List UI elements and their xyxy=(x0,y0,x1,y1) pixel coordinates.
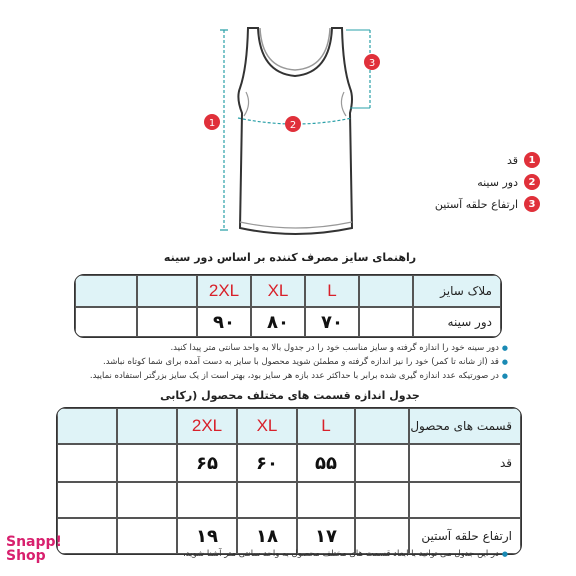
table2-size-2xl: 2XL xyxy=(177,408,237,444)
table1-empty-cell xyxy=(137,307,197,337)
table1-empty-cell xyxy=(75,275,137,307)
table2-row3-label: ارتفاع حلقه آستین xyxy=(409,518,521,554)
table2-size-l: L xyxy=(297,408,355,444)
table2-empty-cell xyxy=(57,444,117,482)
table2-row2-l xyxy=(297,482,355,518)
note-4: ● در این جدول می توانید با ابعاد قسمت های مختلف محصول به واحد سانتی متر آشنا شوید. xyxy=(183,549,508,559)
table2-empty-cell xyxy=(117,408,177,444)
table2-row3-xl: ۱۸ xyxy=(237,518,297,554)
tank-top-illustration xyxy=(200,18,390,248)
table1-size-2xl: 2XL xyxy=(197,275,251,307)
legend-item-armhole xyxy=(435,194,540,214)
svg-text:3: 3 xyxy=(368,58,376,69)
note-3: ● در صورتیکه عدد اندازه گیری شده برابر با حداکثر عدد بازه هر سایز بود، بهتر است از یک سایز بزرگتر استفاده نمایید. xyxy=(90,371,508,381)
table2-row3-2xl: ۱۹ xyxy=(177,518,237,554)
table2-header-label: قسمت های محصول xyxy=(409,408,521,444)
table1-empty-cell xyxy=(75,307,137,337)
table1-empty-cell xyxy=(359,307,413,337)
snapp-shop-logo xyxy=(6,535,66,563)
legend-badge-1: 1 xyxy=(524,152,540,168)
table2-empty-cell xyxy=(355,482,409,518)
svg-text:2: 2 xyxy=(289,120,297,131)
legend-label-3: ارتفاع حلقه آستین xyxy=(434,197,518,211)
marker-1-icon xyxy=(204,114,220,130)
product-measurements-table xyxy=(56,407,522,555)
table1-size-l: L xyxy=(305,275,359,307)
table2-row1-xl: ۶۰ xyxy=(237,444,297,482)
table1-value-l: ۷۰ xyxy=(305,307,359,337)
table2-row2-label xyxy=(409,482,521,518)
table2-row1-label: قد xyxy=(409,444,521,482)
legend-label-2: دور سینه xyxy=(477,175,518,189)
table2-empty-cell xyxy=(117,518,177,554)
marker-2-icon xyxy=(285,116,301,132)
table2-title: جدول اندازه قسمت های مختلف محصول (رکابی xyxy=(160,389,420,402)
legend-item-length xyxy=(507,150,540,170)
table1-empty-cell xyxy=(359,275,413,307)
logo-line2: Shop xyxy=(6,548,46,564)
table1-size-xl: XL xyxy=(251,275,305,307)
table1-value-2xl: ۹۰ xyxy=(197,307,251,337)
logo-line1: Snapp! xyxy=(6,534,62,550)
svg-text:1: 1 xyxy=(208,118,216,129)
table2-row2-xl xyxy=(237,482,297,518)
table1-row1-label: ملاک سایز xyxy=(413,275,501,307)
table2-row2-2xl xyxy=(177,482,237,518)
table2-empty-cell xyxy=(117,444,177,482)
table1-value-xl: ۸۰ xyxy=(251,307,305,337)
legend-label-1: قد xyxy=(506,153,518,167)
table2-empty-cell xyxy=(117,482,177,518)
marker-3-icon xyxy=(364,54,380,70)
legend-item-chest xyxy=(477,172,540,192)
legend-badge-3: 3 xyxy=(524,196,540,212)
table1-row2-label: دور سینه xyxy=(413,307,501,337)
size-guide-table xyxy=(74,274,502,338)
table2-row1-2xl: ۶۵ xyxy=(177,444,237,482)
table1-empty-cell xyxy=(137,275,197,307)
table2-size-xl: XL xyxy=(237,408,297,444)
table2-row3-l: ۱۷ xyxy=(297,518,355,554)
table2-empty-cell xyxy=(57,518,117,554)
note-2: ● قد (از شانه تا کمر) خود را نیز اندازه گرفته و مطمئن شوید محصول با سایز به دست آمده برای شما کوتاه نباشد. xyxy=(103,357,508,367)
table2-empty-cell xyxy=(355,444,409,482)
table2-empty-cell xyxy=(57,482,117,518)
table2-empty-cell xyxy=(57,408,117,444)
legend-badge-2: 2 xyxy=(524,174,540,190)
table2-empty-cell xyxy=(355,408,409,444)
table1-title: راهنمای سایز مصرف کننده بر اساس دور سینه xyxy=(163,251,417,264)
note-1: ● دور سینه خود را اندازه گرفته و سایز مناسب خود را در جدول بالا به واحد سانتی متر پیدا کنید. xyxy=(170,343,508,353)
table2-row1-l: ۵۵ xyxy=(297,444,355,482)
